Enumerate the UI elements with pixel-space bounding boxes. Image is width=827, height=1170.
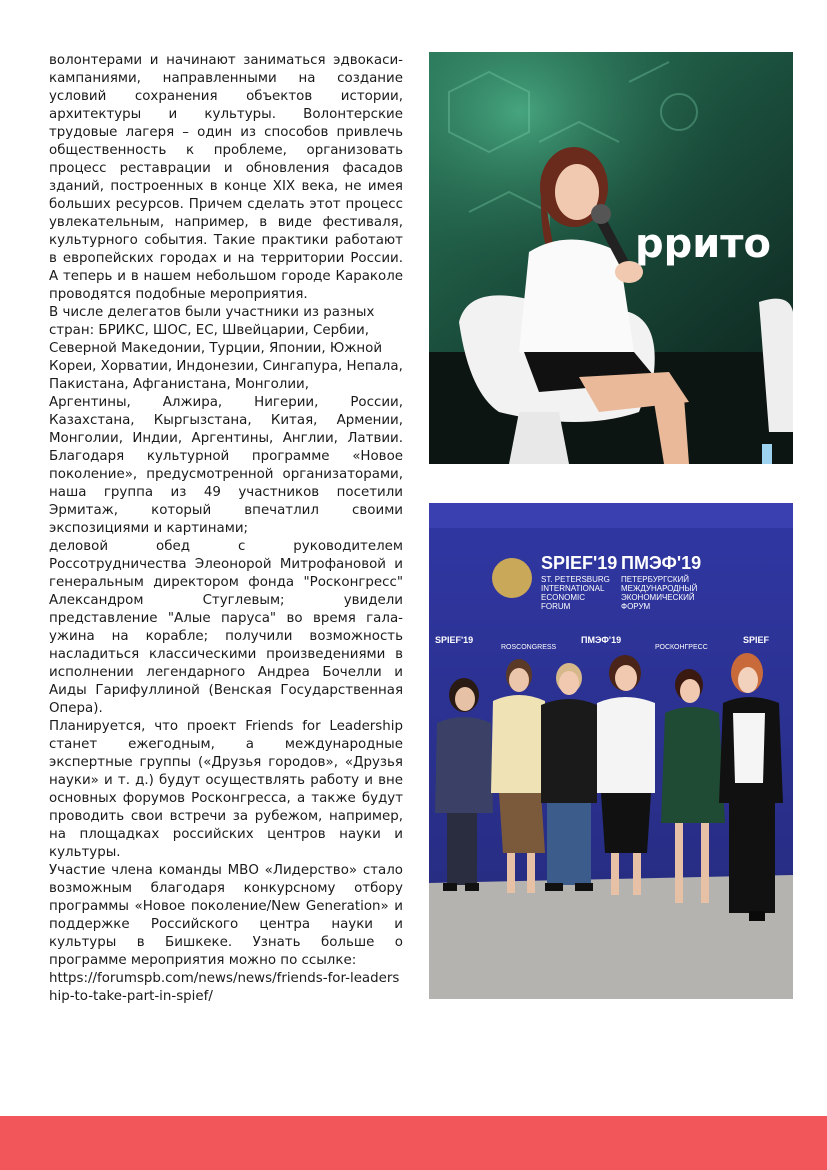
banner-ru-line-2: МЕЖДУНАРОДНЫЙ <box>621 584 698 593</box>
forum-link[interactable]: https://forumspb.com/news/news/friends-for-leadership-to-take-part-in-spief/ <box>49 971 400 1004</box>
group-photo <box>429 503 793 999</box>
speaker-photo <box>429 52 793 464</box>
wall-logo-2: ROSCONGRESS <box>501 644 557 651</box>
banner-ru-line-1: ПЕТЕРБУРГСКИЙ <box>621 575 690 584</box>
banner-en-line-1: ST. PETERSBURG <box>541 575 610 584</box>
banner-en-line-4: FORUM <box>541 602 571 611</box>
paragraph-4: деловой обед с руководителем Россотрудничества Элеонорой Митрофановой и генеральным директором фонда "Росконгресс" Александром Стуглевым; увидели представление "Алые паруса" во время гала-ужина на корабле; получили возможность насладиться классическими произведениями в исполнении легендарного Андреа Бочелли и Аиды Гарифуллиной (Венская Государственная Опера). <box>49 539 403 716</box>
banner-en-logo: SPIEF'19 <box>541 553 618 573</box>
paragraph-5: Планируется, что проект Friends for Leadership станет ежегодным, а международные экспертные группы («Друзья городов», «Друзья науки» и т. д.) будут осуществлять работу и вне основных форумов Росконгресса, а также будут проводить свои встречи за рубежом, например, на площадках российских центров науки и культуры. <box>49 719 403 860</box>
paragraph-2: В числе делегатов были участники из разных стран: БРИКС, ШОС, ЕС, Швейцарии, Сербии, Северной Македонии, Турции, Японии, Южной Кореи, Хорватии, Индонезии, Сингапура, Непала, Пакистана, Афганистана, Монголии, <box>49 305 403 392</box>
banner-en-line-3: ECONOMIC <box>541 593 585 602</box>
banner-en-line-2: INTERNATIONAL <box>541 584 605 593</box>
stage-screen-text: рритo <box>635 221 771 267</box>
banner-ru-line-4: ФОРУМ <box>621 602 651 611</box>
wall-logo-5: SPIEF <box>743 635 770 645</box>
wall-logo-3: ПМЭФ'19 <box>581 635 622 645</box>
footer-band <box>0 1116 827 1170</box>
article-text <box>49 52 403 1006</box>
banner-ru-line-3: ЭКОНОМИЧЕСКИЙ <box>621 593 695 602</box>
paragraph-3: Аргентины, Алжира, Нигерии, России, Казахстана, Кыргызстана, Китая, Армении, Монголии, Индии, Аргентины, Англии, Латвии. Благодаря культурной программе «Новое поколение», предусмотренной организаторами, наша группа из 49 участников посетили Эрмитаж, который впечатлил своими экспозициями и картинами; <box>49 395 403 536</box>
paragraph-1: волонтерами и начинают заниматься эдвокаси-кампаниями, направленными на создание условий сохранения объектов истории, архитектуры и культуры. Волонтерские трудовые лагеря – один из способов привлечь общественность к проблеме, организовать процесс реставрации и обновления фасадов зданий, построенных в конце XIX века, не имея больших ресурсов. Причем сделать этот процесс увлекательным, например, в виде фестиваля, культурного события. Такие практики работают в европейских городах и на территории России. А теперь и в нашем небольшом городе Караколе проводятся подобные мероприятия. <box>49 53 403 302</box>
wall-logo-4: РОСКОНГРЕСС <box>655 644 708 651</box>
paragraph-6: Участие члена команды МВО «Лидерство» стало возможным благодаря конкурсному отбору программы «Новое поколение/New Generation» и поддержке Российского центра науки и культуры в Бишкеке. Узнать больше о программе мероприятия можно по ссылке: <box>49 863 403 968</box>
banner-ru-logo: ПМЭФ'19 <box>621 553 702 573</box>
wall-logo-1: SPIEF'19 <box>435 635 474 645</box>
